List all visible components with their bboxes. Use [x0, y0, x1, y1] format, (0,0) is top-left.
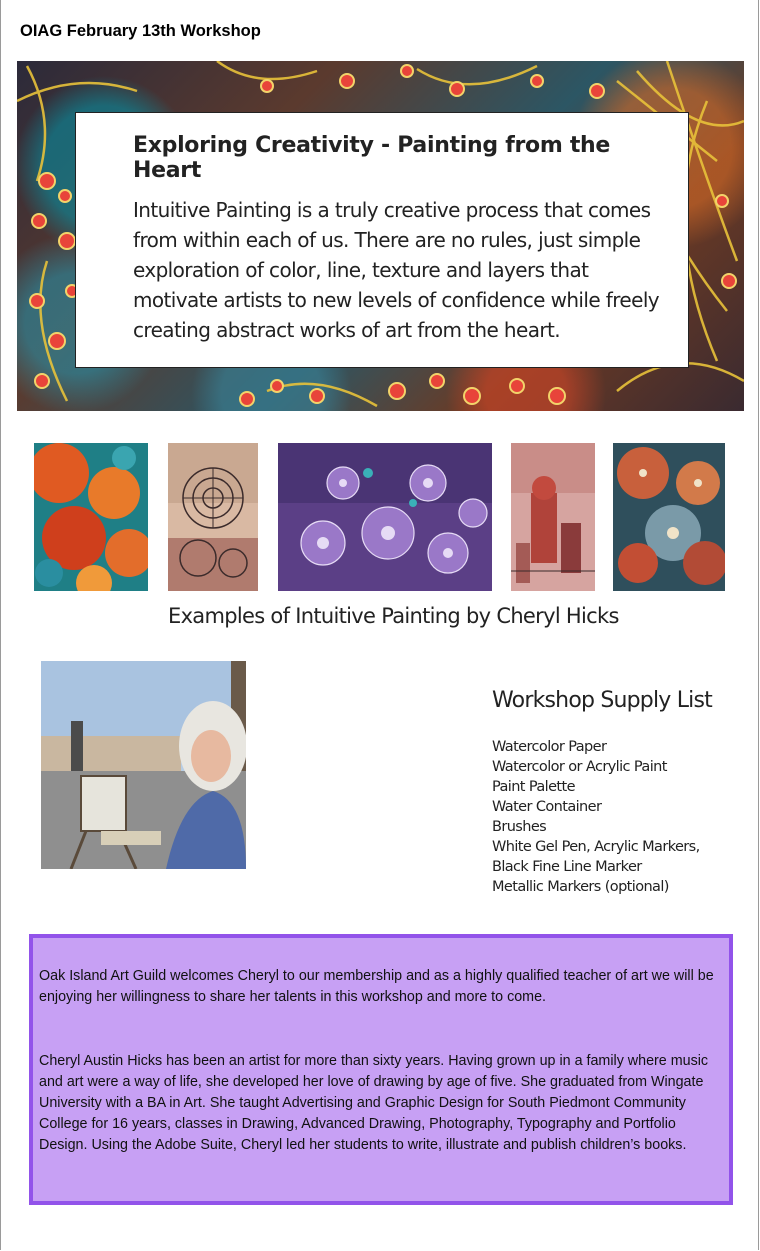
painting-thumbnail-3 [278, 443, 492, 591]
banner-text-card [75, 112, 689, 368]
painting-thumbnail-1 [34, 443, 148, 591]
welcome-paragraph: Oak Island Art Guild welcomes Cheryl to our membership and as a highly qualified teacher of art we will be enjoying her willingness to share her talents in this workshop and more to come. [39, 968, 714, 1005]
supply-item: Water Container [492, 799, 602, 815]
supply-item: Watercolor Paper [492, 739, 607, 755]
supply-list [492, 737, 700, 897]
banner-body-text: Intuitive Painting is a truly creative process that comes from within each of us. There are no rules, just simple exploration of color, line, texture and layers that motivate artists to new levels of confidence while freely creating abstract works of art from the heart. [133, 198, 660, 342]
supply-item: Paint Palette [492, 779, 575, 795]
painting-thumbnail-4 [511, 443, 595, 591]
supply-item: Metallic Markers (optional) [492, 879, 669, 895]
artist-photo [41, 661, 246, 869]
banner-heading: Exploring Creativity - Painting from the Heart [133, 133, 611, 183]
painting-thumbnail-2 [168, 443, 258, 591]
supply-list-title: Workshop Supply List [492, 688, 712, 713]
supply-item: Black Fine Line Marker [492, 859, 642, 875]
painting-image-orange-teal [34, 443, 148, 591]
artist-bio-paragraph: Cheryl Austin Hicks has been an artist for more than sixty years. Having grown up in a family where music and art were a way of life, she developed her love of drawing by age of five. She graduated from Wingate University with a BA in Art. She taught Advertising and Graphic Design for South Piedmont Community College for 16 years, classes in Drawing, Advanced Drawing, Photography, Typography and Portfolio Design. Using the Adobe Suite, Cheryl led her students to write, illustrate and publish children’s books. [39, 1053, 709, 1153]
painting-image-coral [613, 443, 725, 591]
supply-item: Brushes [492, 819, 547, 835]
banner-artwork [17, 61, 744, 411]
supply-item: White Gel Pen, Acrylic Markers, [492, 839, 700, 855]
document-title: OIAG February 13th Workshop [20, 22, 261, 40]
supply-item: Watercolor or Acrylic Paint [492, 759, 667, 775]
painting-image-circles [168, 443, 258, 591]
guild-info-box [29, 934, 733, 1205]
painting-thumbnail-5 [613, 443, 725, 591]
painting-image-city [511, 443, 595, 591]
painting-image-purple-flowers [278, 443, 492, 591]
gallery-caption: Examples of Intuitive Painting by Cheryl Hicks [168, 604, 619, 628]
artist-photo-image [41, 661, 246, 869]
